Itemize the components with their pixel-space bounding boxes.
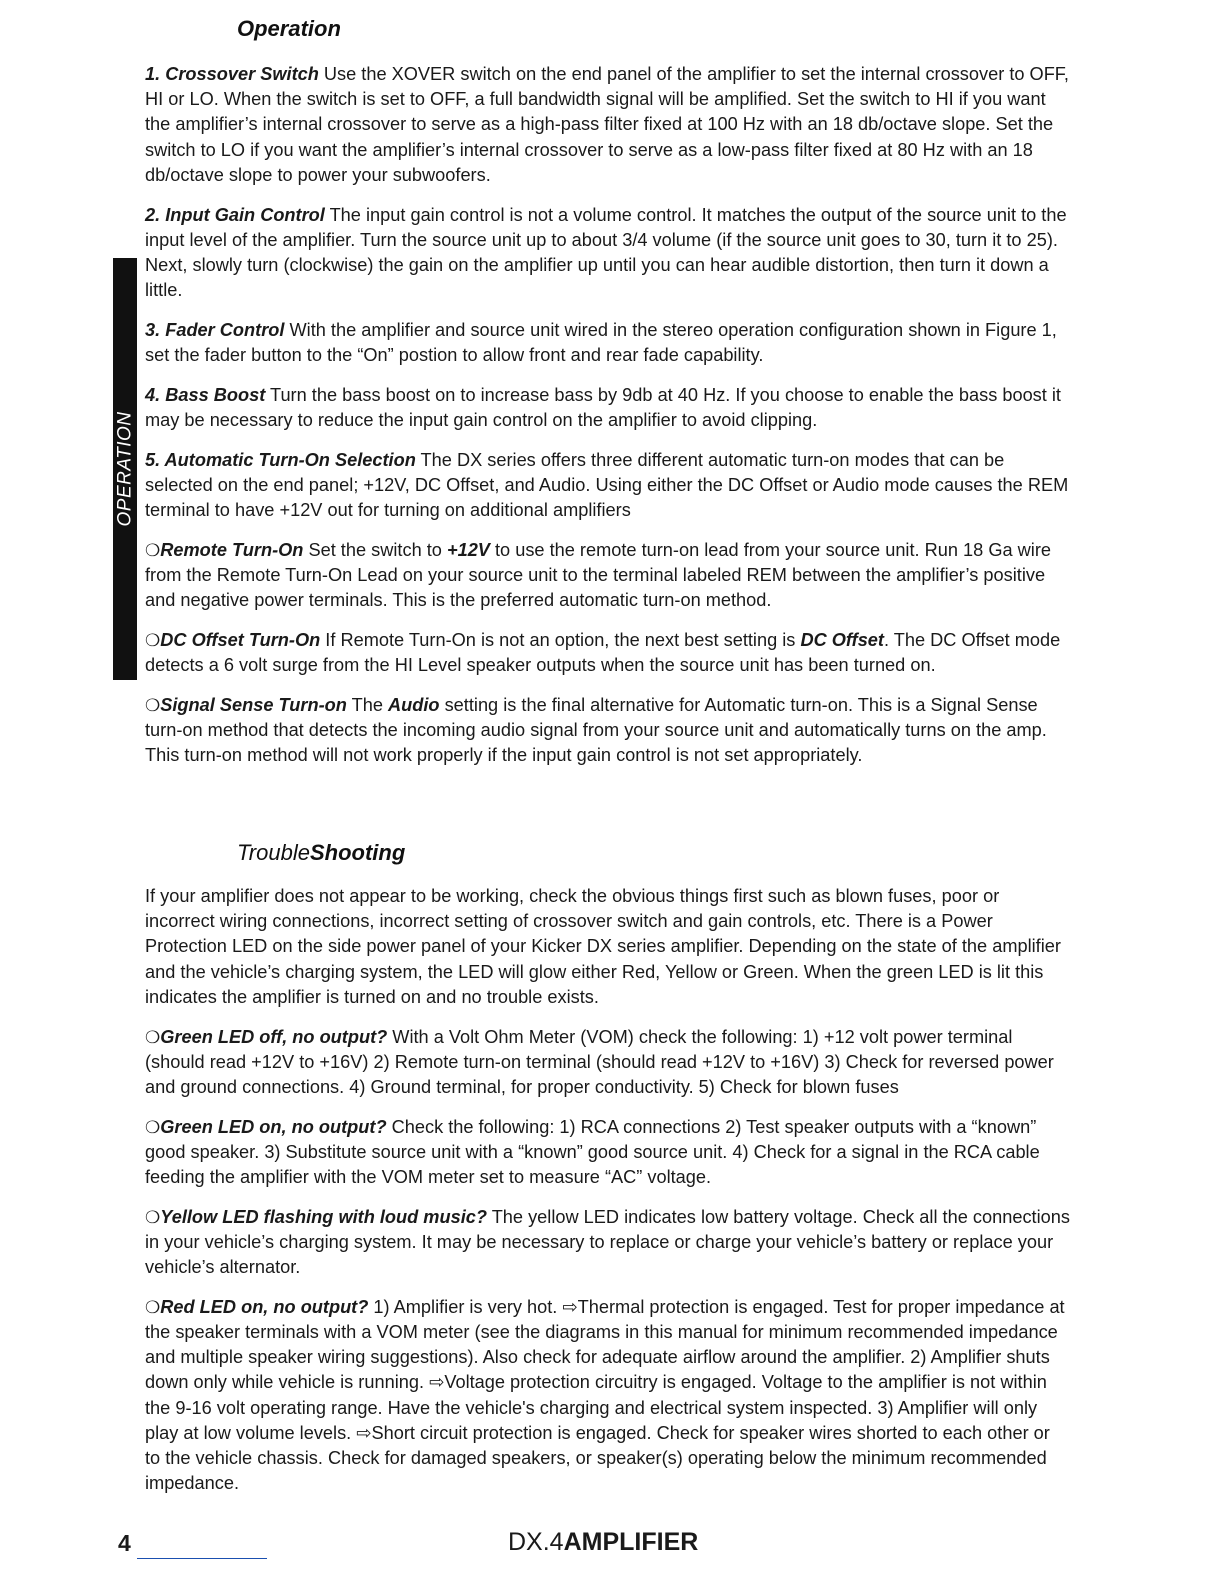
troubleshoot-item-red-on [145, 1295, 1070, 1497]
paragraph-crossover-switch [145, 62, 1070, 188]
paragraph-lead: 5. Automatic Turn-On Selection [145, 449, 416, 470]
item-lead: Yellow LED flashing with loud music? [160, 1206, 487, 1227]
paragraph-lead: Signal Sense Turn-on [160, 694, 347, 715]
troubleshoot-item-green-off [145, 1025, 1070, 1101]
paragraph-text: With the amplifier and source unit wired in the stereo operation configuration shown in Figure 1, set the fader button to the “On” postion to allow front and rear fade capability. [145, 319, 1057, 366]
page-number: 4 [118, 1530, 131, 1556]
item-text: With a Volt Ohm Meter (VOM) check the following: 1) +12 volt power terminal (should read +12V to +16V) 2) Remote turn-on terminal (should read +12V to +16V) 3) Check for reversed power and ground connections. 4) Ground terminal, for proper conductivity. 5) Check for blown fuses [145, 1026, 1054, 1097]
circle-bullet-icon: ❍ [145, 1117, 161, 1137]
circle-bullet-icon: ❍ [145, 695, 161, 715]
model-suffix: AMPLIFIER [563, 1528, 699, 1556]
paragraph-text: The [346, 694, 388, 715]
circle-bullet-icon: ❍ [145, 1207, 161, 1227]
paragraph-lead: 1. Crossover Switch [145, 64, 319, 84]
paragraph-emphasis: +12V [446, 539, 490, 560]
footer-rule [137, 1558, 267, 1559]
side-tab-label: OPERATION [114, 411, 135, 527]
troubleshooting-section [145, 884, 1070, 1511]
troubleshooting-heading-bold: Shooting [309, 840, 406, 865]
paragraph-bass-boost [145, 383, 1070, 433]
operation-heading-text: Operation [237, 16, 341, 41]
circle-bullet-icon: ❍ [145, 630, 161, 650]
item-lead: Red LED on, no output? [160, 1296, 369, 1317]
paragraph-signal-sense-turn-on [145, 693, 1070, 769]
item-text: The yellow LED indicates low battery voltage. Check all the connections in your vehicle’s charging system. It may be necessary to replace or charge your vehicle’s battery or replace your vehicle’s alternator. [145, 1206, 1070, 1278]
item-lead: Green LED on, no output? [160, 1116, 387, 1137]
paragraph-automatic-turn-on [145, 448, 1070, 524]
paragraph-text: setting is the final alternative for Automatic turn-on. This is a Signal Sense turn-on method that detects the incoming audio signal from your source unit and automatically turns on the amp. This turn-on method will not work properly if the input gain control is not set appropriately. [145, 694, 1047, 766]
item-text: Check the following: 1) RCA connections 2) Test speaker outputs with a “known” good speaker. 3) Substitute source unit with a “known” good source unit. 4) Check for a signal in the RCA cable feeding the amplifier with the VOM meter set to measure “AC” voltage. [145, 1116, 1040, 1188]
circle-bullet-icon: ❍ [145, 1297, 161, 1317]
paragraph-text: If Remote Turn-On is not an option, the next best setting is [320, 629, 801, 650]
paragraph-text: The DX series offers three different automatic turn-on modes that can be selected on the end panel; +12V, DC Offset, and Audio. Using either the DC Offset or Audio mode causes the REM terminal to have +12V out for turning on additional amplifiers [145, 449, 1069, 521]
paragraph-dc-offset-turn-on [145, 628, 1070, 678]
troubleshoot-item-green-on [145, 1115, 1070, 1191]
paragraph-lead: 2. Input Gain Control [145, 204, 325, 225]
side-tab-label-wrap [113, 258, 137, 680]
troubleshooting-heading-light: Trouble [237, 840, 310, 865]
circle-bullet-icon: ❍ [145, 1027, 161, 1047]
paragraph-fader-control [145, 318, 1070, 368]
item-text: 1) Amplifier is very hot. ⇨Thermal protection is engaged. Test for proper impedance at the speaker terminals with a VOM meter (see the diagrams in this manual for minimum recommended impedance and multiple speaker wiring suggestions). Also check for adequate airflow around the amplifier. 2) Amplifier shuts down only while vehicle is running. ⇨Voltage protection circuitry is engaged. Voltage to the amplifier is not within the 9-16 volt operating range. Have the vehicle's charging and electrical system inspected. 3) Amplifier will only play at low volume levels. ⇨Short circuit protection is engaged. Check for speaker wires shorted to each other or to the vehicle chassis. Check for damaged speakers, or speaker(s) operating below the minimum recommended impedance. [145, 1296, 1065, 1494]
paragraph-lead: 4. Bass Boost [145, 384, 266, 405]
paragraph-text: Use the XOVER switch on the end panel of the amplifier to set the internal crossover to OFF, HI or LO. When the switch is set to OFF, a full bandwidth signal will be amplified. Set the switch to HI if you want the amplifier’s internal crossover to serve as a high-pass filter fixed at 100 Hz with an 18 db/octave slope. Set the switch to LO if you want the amplifier’s internal crossover to serve as a low-pass filter fixed at 80 Hz with an 18 db/octave slope to power your subwoofers. [145, 64, 1069, 185]
paragraph-lead: DC Offset Turn-On [160, 629, 321, 650]
model-prefix: DX.4 [508, 1528, 564, 1556]
paragraph-text: The input gain control is not a volume control. It matches the output of the source unit to the input level of the amplifier. Turn the source unit up to about 3/4 volume (if the source unit goes to 30, turn it to 25). Next, slowly turn (clockwise) the gain on the amplifier up until you can hear audible distortion, then turn it down a little. [145, 204, 1067, 301]
troubleshooting-intro: If your amplifier does not appear to be working, check the obvious things first such as blown fuses, poor or incorrect wiring connections, incorrect setting of crossover switch and gain controls, etc. There is a Power Protection LED on the side power panel of your Kicker DX series amplifier. Depending on the state of the amplifier and the vehicle’s charging system, the LED will glow either Red, Yellow or Green. When the green LED is lit this indicates the amplifier is turned on and no trouble exists. [145, 886, 1061, 1007]
paragraph-lead: Remote Turn-On [160, 539, 304, 560]
footer-model-name [508, 1528, 698, 1557]
circle-bullet-icon: ❍ [145, 540, 161, 560]
paragraph-text: Set the switch to [303, 539, 447, 560]
item-lead: Green LED off, no output? [160, 1026, 388, 1047]
paragraph-lead: 3. Fader Control [145, 319, 285, 340]
paragraph-text: to use the remote turn-on lead from your source unit. Run 18 Ga wire from the Remote Turn-On Lead on your source unit to the terminal labeled REM between the amplifier’s positive and negative power terminals. This is the preferred automatic turn-on method. [145, 539, 1051, 611]
paragraph-remote-turn-on [145, 538, 1070, 614]
paragraph-text: Turn the bass boost on to increase bass by 9db at 40 Hz. If you choose to enable the bass boost it may be necessary to reduce the input gain control on the amplifier to avoid clipping. [145, 384, 1061, 430]
paragraph-emphasis: DC Offset [800, 629, 884, 650]
paragraph-input-gain-control [145, 203, 1070, 304]
paragraph-emphasis: Audio [388, 694, 440, 715]
paragraph-text: . The DC Offset mode detects a 6 volt surge from the HI Level speaker outputs when the source unit has been turned on. [145, 629, 1061, 676]
operation-heading [237, 16, 341, 42]
operation-section [145, 62, 1070, 783]
troubleshooting-heading [237, 840, 405, 866]
troubleshoot-item-yellow-flashing [145, 1205, 1070, 1281]
